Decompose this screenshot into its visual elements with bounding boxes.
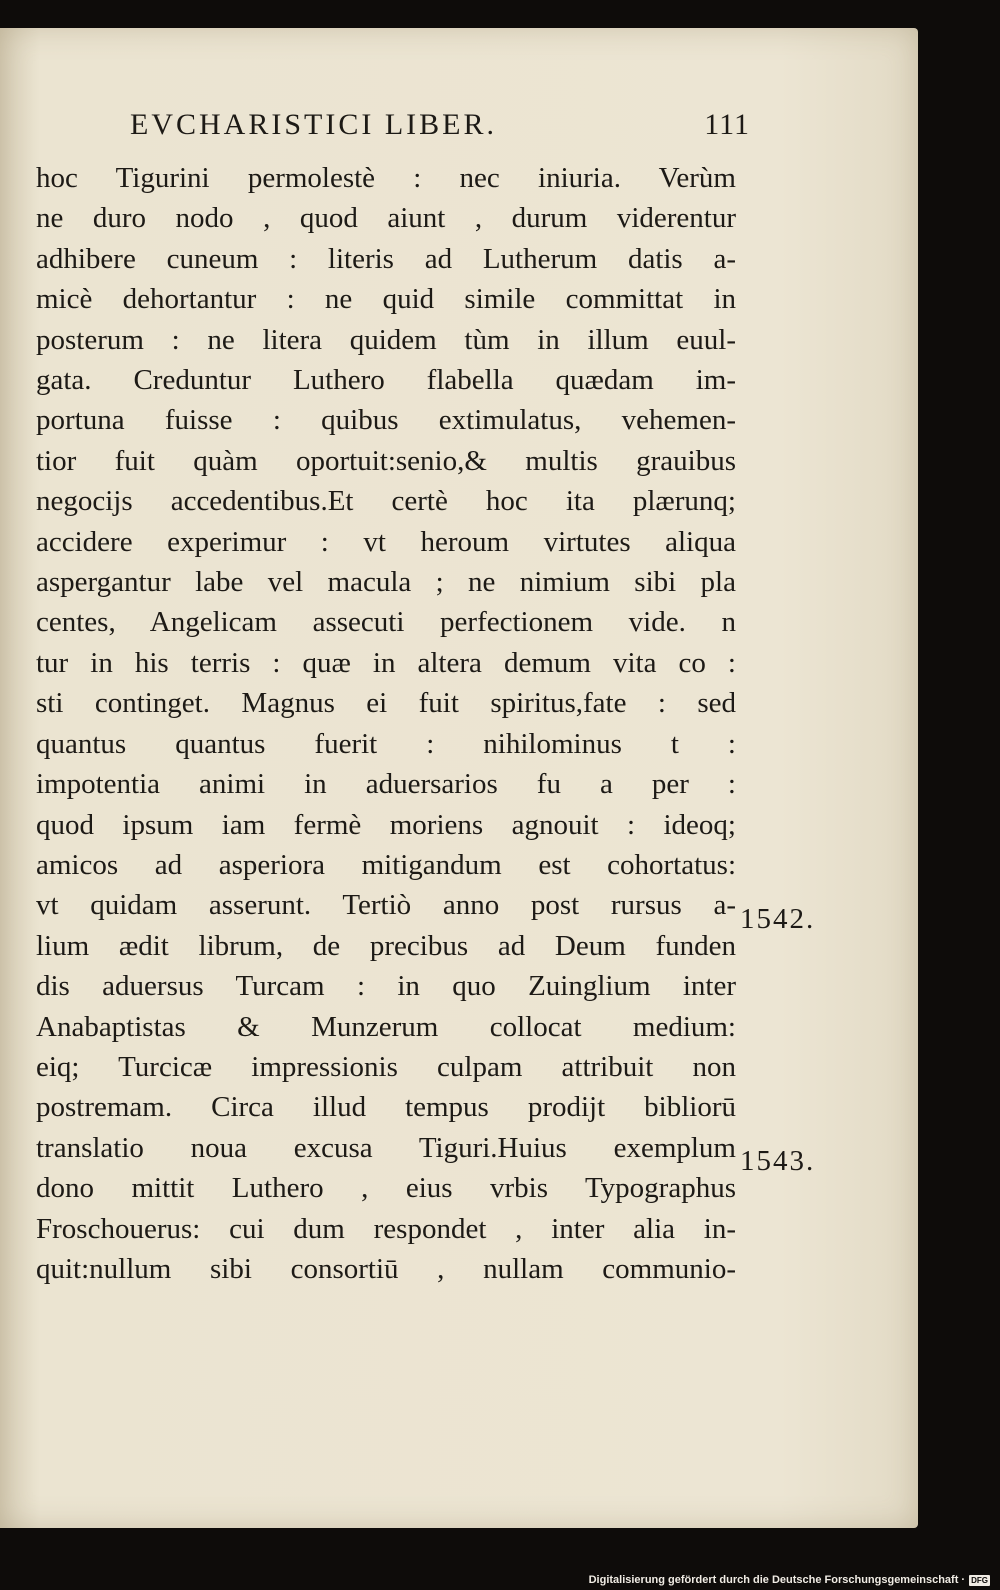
book-page: [0, 28, 918, 1528]
text-line: dono mittit Luthero , eius vrbis Typographus: [36, 1172, 736, 1205]
text-line: translatio noua excusa Tiguri.Huius exemplum: [36, 1131, 736, 1164]
text-line: accidere experimur : vt heroum virtutes aliqua: [36, 525, 736, 558]
body-text: [36, 158, 736, 1289]
margin-note-year: 1542.: [740, 903, 816, 935]
text-line: dis aduersus Turcam : in quo Zuinglium inter: [36, 970, 736, 1003]
text-line: vt quidam asserunt. Tertiò anno post rursus a-: [36, 889, 736, 922]
running-header: [130, 108, 750, 142]
text-line: portuna fuisse : quibus extimulatus, vehemen-: [36, 404, 736, 437]
text-line: posterum : ne litera quidem tùm in illum euul-: [36, 323, 736, 356]
text-line: hoc Tigurini permolestè : nec iniuria. Verùm: [36, 162, 736, 194]
text-line: quod ipsum iam fermè moriens agnouit : ideoq;: [36, 808, 736, 841]
margin-note-year: 1543.: [740, 1145, 816, 1177]
text-line: ne duro nodo , quod aiunt , durum viderentur: [36, 202, 736, 235]
text-line: eiq; Turcicæ impressionis culpam attribuit non: [36, 1050, 736, 1083]
text-line: micè dehortantur : ne quid simile committat in: [36, 283, 736, 316]
text-line: adhibere cuneum : literis ad Lutherum datis a-: [36, 242, 736, 275]
text-line: gata. Creduntur Luthero flabella quædam im-: [36, 364, 736, 397]
text-line: impotentia animi in aduersarios fu a per :: [36, 768, 736, 801]
text-line: sti continget. Magnus ei fuit spiritus,fate : sed: [36, 687, 736, 720]
page-number: 111: [704, 108, 750, 141]
funding-credit: Digitalisierung gefördert durch die Deutsche Forschungsgemeinschaft ·: [588, 1574, 966, 1586]
text-line: negocijs accedentibus.Et certè hoc ita plærunq;: [36, 485, 736, 518]
text-line: lium ædit librum, de precibus ad Deum funden: [36, 929, 736, 962]
text-line: postremam. Circa illud tempus prodijt bibliorū: [36, 1091, 736, 1124]
text-line: aspergantur labe vel macula ; ne nimium sibi pla: [36, 566, 736, 599]
digitization-footer: [589, 1574, 990, 1586]
text-line: centes, Angelicam assecuti perfectionem vide. n: [36, 606, 736, 639]
text-line: tior fuit quàm oportuit:senio,& multis grauibus: [36, 444, 736, 477]
text-line: Froschouerus: cui dum respondet , inter alia in-: [36, 1212, 736, 1245]
text-line: amicos ad asperiora mitigandum est cohortatus:: [36, 848, 736, 881]
dfg-logo-icon: DFG: [971, 1575, 988, 1585]
text-line: quit:nullum sibi consortiū , nullam communio-: [36, 1252, 736, 1285]
running-title: EVCHARISTICI LIBER.: [130, 108, 497, 141]
text-line: tur in his terris : quæ in altera demum vita co :: [36, 646, 736, 679]
text-line: Anabaptistas & Munzerum collocat medium:: [36, 1010, 736, 1043]
text-line: quantus quantus fuerit : nihilominus t :: [36, 727, 736, 760]
